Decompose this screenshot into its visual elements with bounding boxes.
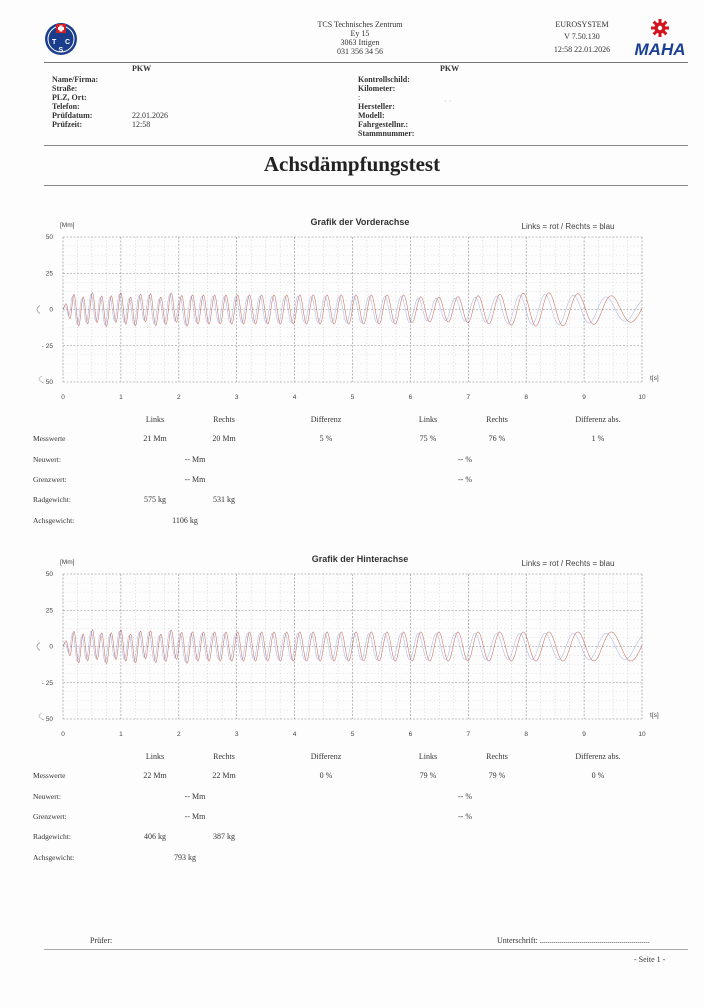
wheel-weight-left: 575 kg <box>144 495 166 504</box>
row-label: Messwerte <box>33 434 66 443</box>
x-tick-label: 10 <box>638 731 646 738</box>
measured-value: 21 Mm <box>143 434 167 443</box>
y-tick-label: - 50 <box>41 379 53 386</box>
value-zip <box>132 93 168 102</box>
x-tick-label: 8 <box>524 731 529 738</box>
y-tick-label: - 25 <box>41 679 53 687</box>
label-model: Modell: <box>358 111 385 120</box>
value-time: 12:58 <box>132 120 151 129</box>
system-version: V 7.50.130 <box>564 32 600 41</box>
label-street: Straße: <box>52 84 78 93</box>
page-title: Achsdämpfungstest <box>263 152 441 176</box>
x-tick-label: 4 <box>292 394 297 401</box>
section-title-pkw-right: PKW <box>440 64 460 73</box>
address-line: 3063 Ittigen <box>340 38 380 47</box>
label-maker: Hersteller: <box>358 102 395 111</box>
measured-value: 5 % <box>319 434 333 443</box>
label-time: Prüfzeit: <box>52 120 83 129</box>
column-head: Differenz abs. <box>575 752 621 761</box>
x-tick-label: 7 <box>466 731 471 738</box>
chart-title: Grafik der Hinterachse <box>311 554 409 564</box>
x-unit-label: t[s] <box>650 712 659 719</box>
x-tick-label: 9 <box>582 731 586 738</box>
header-system <box>522 20 642 54</box>
maha-logo <box>630 18 690 58</box>
grenzwert-mm: -- Mm <box>184 812 206 821</box>
x-tick-label: 6 <box>408 731 413 738</box>
x-tick-label: 0 <box>61 731 65 738</box>
row-label: Neuwert: <box>33 455 61 464</box>
tcs-logo-c: C <box>65 39 71 46</box>
grenzwert-pct: -- % <box>458 812 472 821</box>
column-head: Differenz abs. <box>575 415 621 424</box>
section-title-pkw-left: PKW <box>132 64 152 73</box>
x-unit-label: t[s] <box>650 375 659 382</box>
y-tick-label: 25 <box>45 270 53 278</box>
header-address <box>290 20 430 56</box>
x-tick-label: 1 <box>119 394 123 401</box>
column-head: Differenz <box>310 752 342 761</box>
chart-title: Grafik der Vorderachse <box>310 217 410 227</box>
system-datetime: 12:58 22.01.2026 <box>553 45 611 54</box>
footer-rule <box>44 949 688 950</box>
label-phone: Telefon: <box>52 102 80 111</box>
label-name: Name/Firma: <box>52 75 99 84</box>
neuwert-mm: -- Mm <box>184 455 206 464</box>
neuwert-mm: -- Mm <box>184 792 206 801</box>
row-label: Achsgewicht: <box>33 516 75 525</box>
x-tick-label: 3 <box>234 394 239 401</box>
x-tick-label: 5 <box>350 731 355 738</box>
measured-value: 20 Mm <box>212 434 236 443</box>
rear-axle-chart <box>0 552 704 752</box>
y-tick-label: - 25 <box>41 342 53 350</box>
row-label: Radgewicht: <box>33 495 71 504</box>
rear-axle-section <box>0 552 704 872</box>
neuwert-pct: -- % <box>458 455 472 464</box>
measured-value: 22 Mm <box>143 771 167 780</box>
wheel-weight-left: 406 kg <box>144 832 166 841</box>
grenzwert-pct: -- % <box>458 475 472 484</box>
measured-value: 79 % <box>488 771 506 780</box>
value-street <box>132 84 168 93</box>
x-tick-label: 6 <box>408 394 413 401</box>
axle-weight: 1106 kg <box>172 516 198 525</box>
column-head: Rechts <box>486 415 508 424</box>
measured-value: 0 % <box>319 771 333 780</box>
x-tick-label: 5 <box>350 394 355 401</box>
value-phone <box>132 102 168 111</box>
column-head: Links <box>418 415 438 424</box>
grenzwert-mm: -- Mm <box>184 475 206 484</box>
address-line: TCS Technisches Zentrum <box>317 20 403 29</box>
wheel-weight-right: 531 kg <box>213 495 235 504</box>
column-head: Links <box>145 752 165 761</box>
x-tick-label: 3 <box>234 731 239 738</box>
chart-legend: Links = rot / Rechts = blau <box>521 222 615 231</box>
vehicle-right-note: · · <box>444 97 452 106</box>
row-label: Achsgewicht: <box>33 853 75 862</box>
y-unit-label: [Mm] <box>60 222 75 229</box>
y-tick-label: 0 <box>49 643 53 651</box>
row-label: Neuwert: <box>33 792 61 801</box>
maha-logo-text: MAHA <box>634 40 686 58</box>
label-stamm: Stammnummer: <box>358 129 415 138</box>
measured-value: 75 % <box>419 434 437 443</box>
row-label: Messwerte <box>33 771 66 780</box>
vehicle-right-labels <box>358 75 414 138</box>
y-tick-label: 25 <box>45 607 53 615</box>
vehicle-left-labels <box>52 75 98 129</box>
x-tick-label: 2 <box>176 394 181 401</box>
front-axle-section <box>0 215 704 535</box>
label-km: Kilometer: <box>358 84 396 93</box>
header-rule <box>44 62 688 63</box>
column-head: Rechts <box>486 752 508 761</box>
chart-legend: Links = rot / Rechts = blau <box>521 559 615 568</box>
row-label: Grenzwert: <box>33 812 67 821</box>
value-date: 22.01.2026 <box>132 111 168 120</box>
measured-value: 76 % <box>488 434 506 443</box>
x-tick-label: 1 <box>119 731 123 738</box>
y-tick-label: 0 <box>49 306 53 314</box>
tcs-logo <box>44 22 78 56</box>
axle-weight: 793 kg <box>174 853 196 862</box>
row-label: Radgewicht: <box>33 832 71 841</box>
label-plate: Kontrollschild: <box>358 75 410 84</box>
x-tick-label: 10 <box>638 394 646 401</box>
y-tick-label: 50 <box>45 234 53 241</box>
column-head: Rechts <box>213 752 235 761</box>
vehicle-left-values <box>132 75 168 129</box>
x-tick-label: 0 <box>61 394 65 401</box>
x-tick-label: 4 <box>292 731 297 738</box>
vehicle-rule <box>44 145 688 146</box>
signature-line: Unterschrift: ....................................................... <box>497 936 650 945</box>
column-head: Differenz <box>310 415 342 424</box>
column-head: Links <box>418 752 438 761</box>
front-axle-chart <box>0 215 704 415</box>
y-unit-label: [Mm] <box>60 559 75 566</box>
label-colon: : <box>358 93 361 102</box>
page-number: - Seite 1 - <box>634 955 666 964</box>
label-vin: Fahrgestellnr.: <box>358 120 409 129</box>
label-date: Prüfdatum: <box>52 111 93 120</box>
column-head: Links <box>145 415 165 424</box>
y-tick-label: 50 <box>45 571 53 578</box>
y-tick-label: - 50 <box>41 716 53 723</box>
row-label: Grenzwert: <box>33 475 67 484</box>
wheel-weight-right: 387 kg <box>213 832 235 841</box>
measured-value: 1 % <box>591 434 605 443</box>
title-rule <box>44 185 688 186</box>
column-head: Rechts <box>213 415 235 424</box>
system-name: EUROSYSTEM <box>555 20 609 29</box>
value-name <box>132 75 168 84</box>
measured-value: 0 % <box>591 771 605 780</box>
measured-value: 22 Mm <box>212 771 236 780</box>
measured-value: 79 % <box>419 771 437 780</box>
pruefer-label: Prüfer: <box>90 936 113 945</box>
neuwert-pct: -- % <box>458 792 472 801</box>
address-line: Ey 15 <box>350 29 370 38</box>
x-tick-label: 8 <box>524 394 529 401</box>
tcs-logo-t: T <box>52 39 57 46</box>
x-tick-label: 2 <box>176 731 181 738</box>
x-tick-label: 7 <box>466 394 471 401</box>
label-zip: PLZ, Ort: <box>52 93 87 102</box>
address-line: 031 356 34 56 <box>337 47 383 56</box>
x-tick-label: 9 <box>582 394 586 401</box>
tcs-logo-s: S <box>58 47 64 54</box>
